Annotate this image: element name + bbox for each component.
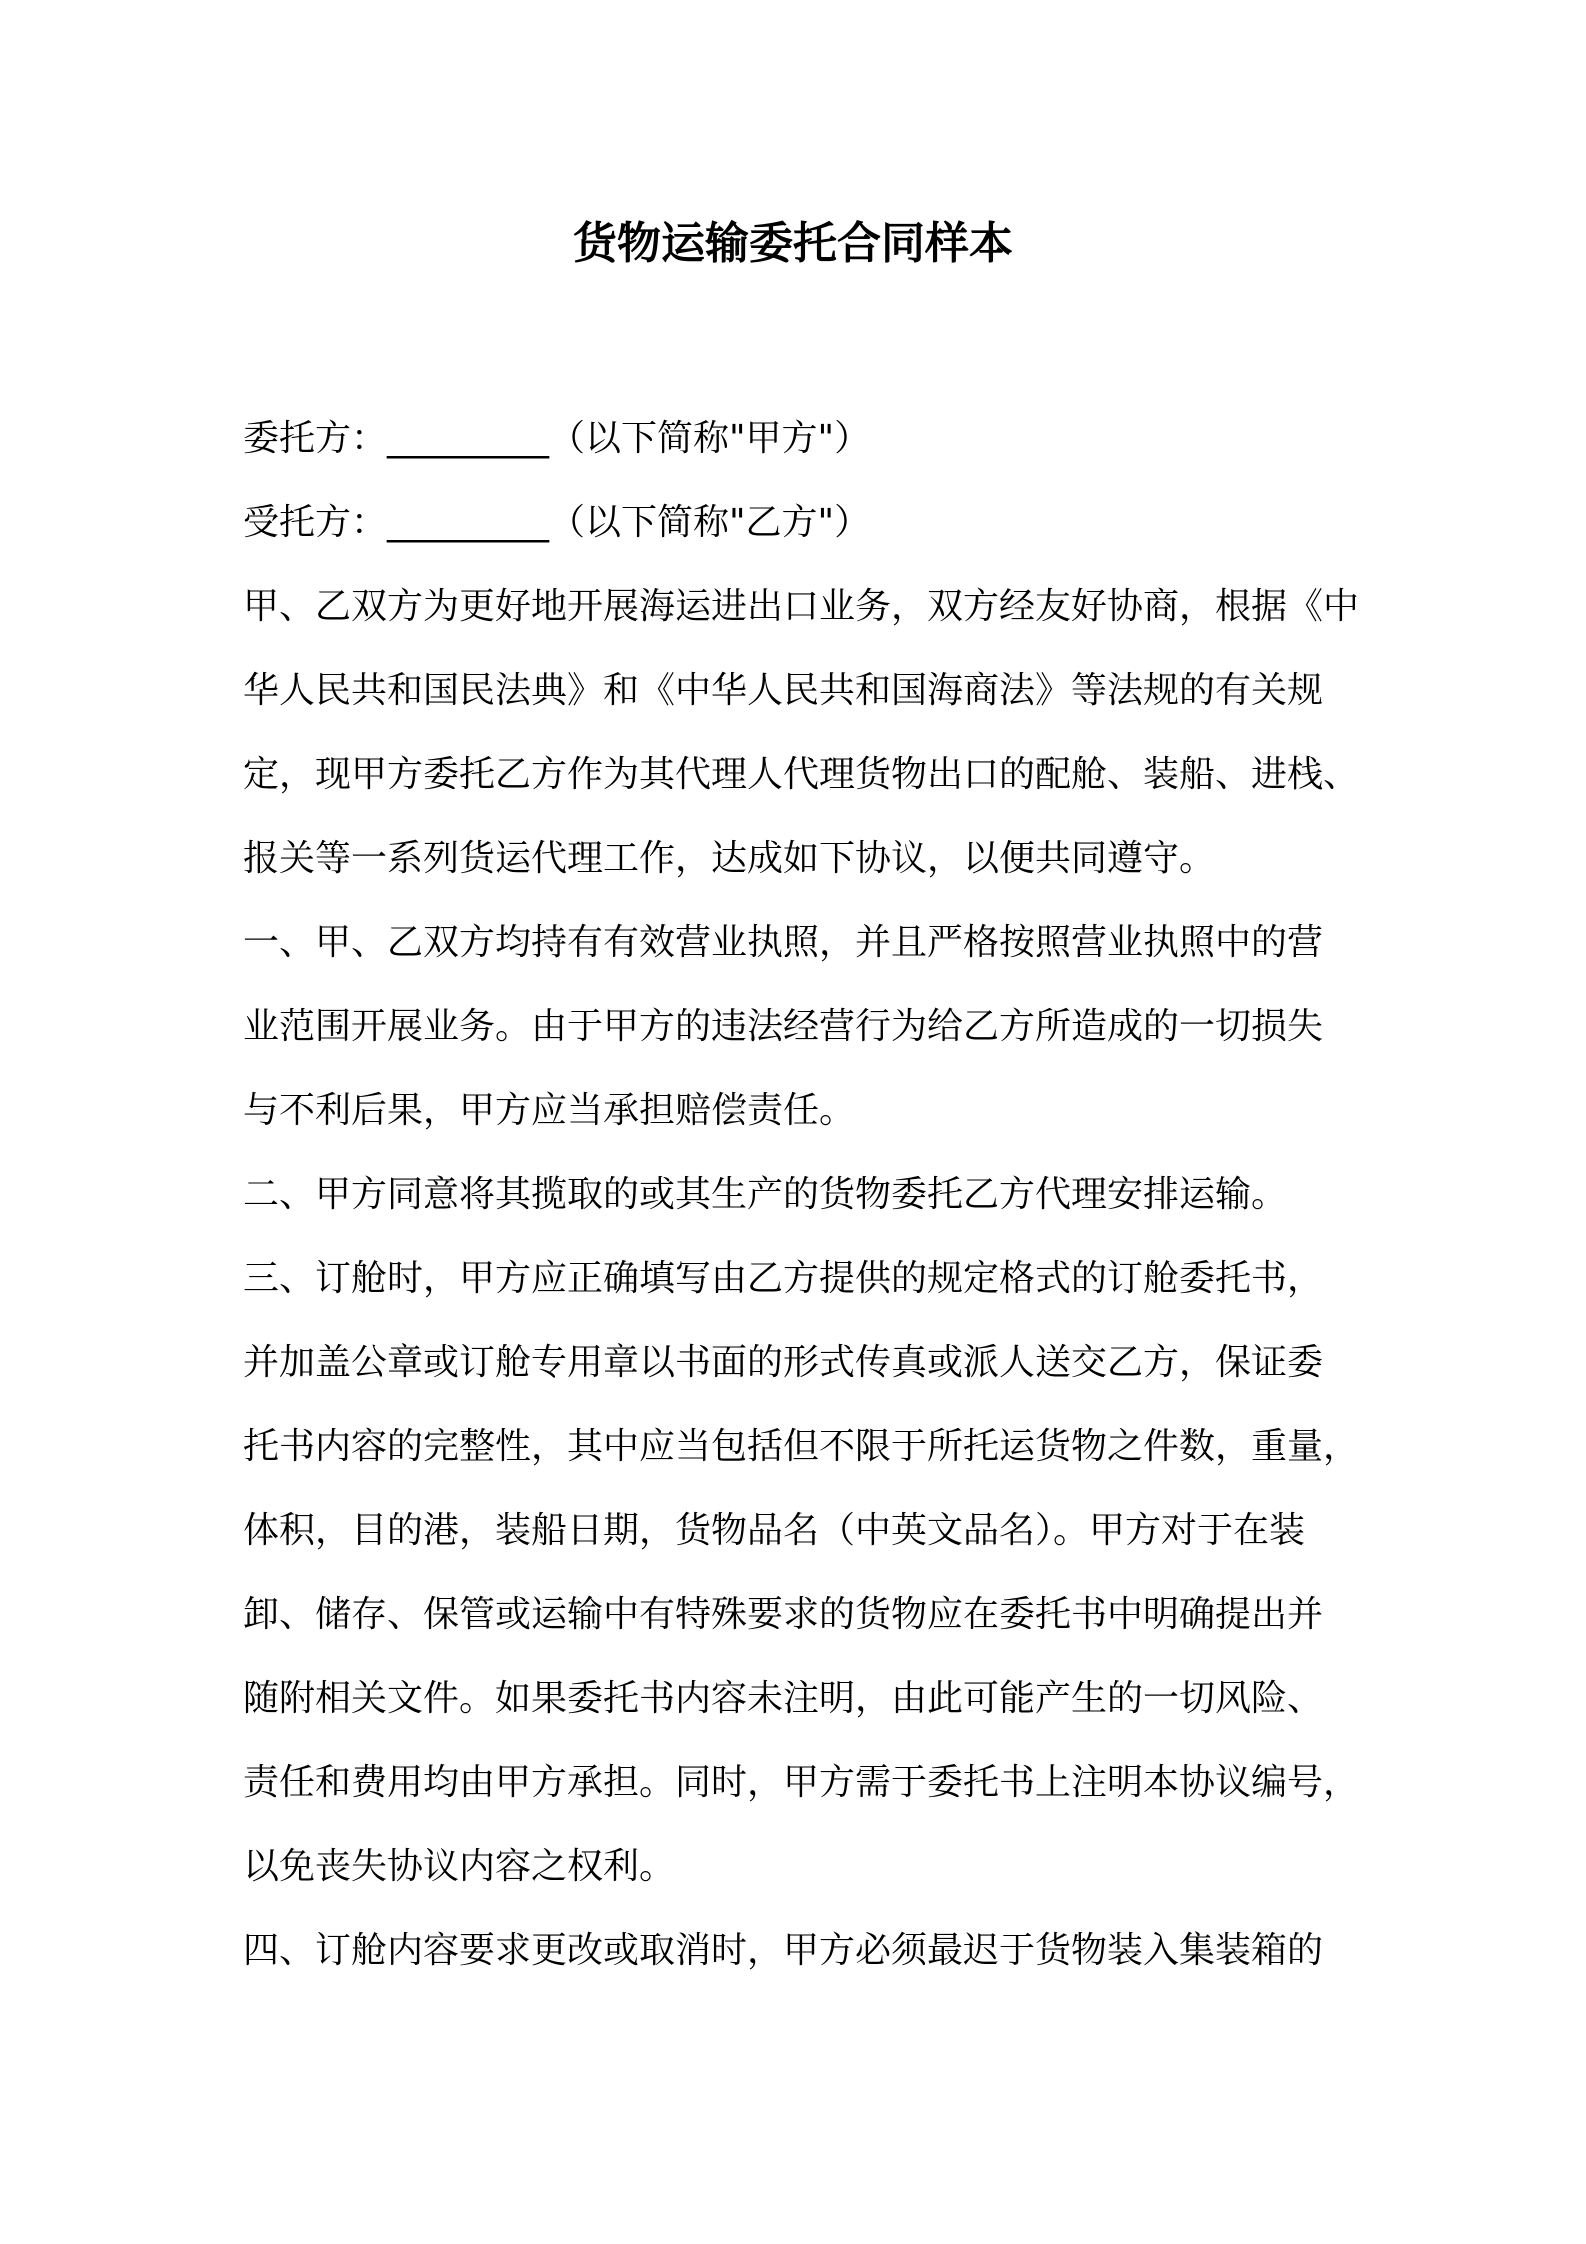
clause-3-line-6: 随附相关文件。如果委托书内容未注明，由此可能产生的一切风险、 [243, 1678, 1324, 1719]
clause-3-line-1: 三、订舱时，甲方应正确填写由乙方提供的规定格式的订舱委托书， [243, 1258, 1324, 1299]
clause-3-line-7: 责任和费用均由甲方承担。同时，甲方需于委托书上注明本协议编号， [243, 1762, 1360, 1803]
clause-4-line-1: 四、订舱内容要求更改或取消时，甲方必须最迟于货物装入集装箱的 [243, 1930, 1324, 1971]
document-title: 货物运输委托合同样本 [573, 218, 1013, 269]
preamble-line-2: 华人民共和国民法典》和《中华人民共和国海商法》等法规的有关规 [243, 670, 1324, 711]
agent-line: 受托方：_________（以下简称"乙方"） [243, 502, 871, 543]
clause-1-line-3: 与不利后果，甲方应当承担赔偿责任。 [243, 1090, 856, 1131]
clause-1-line-2: 业范围开展业务。由于甲方的违法经营行为给乙方所造成的一切损失 [243, 1006, 1324, 1047]
clause-2-line-1: 二、甲方同意将其揽取的或其生产的货物委托乙方代理安排运输。 [243, 1174, 1288, 1215]
clause-3-line-4: 体积，目的港，装船日期，货物品名（中英文品名）。甲方对于在装 [243, 1510, 1306, 1551]
preamble-line-1: 甲、乙双方为更好地开展海运进出口业务，双方经友好协商，根据《中 [243, 586, 1360, 627]
preamble-line-3: 定，现甲方委托乙方作为其代理人代理货物出口的配舱、装船、进栈、 [243, 754, 1360, 795]
clause-3-line-8: 以免丧失协议内容之权利。 [243, 1846, 676, 1887]
clause-3-line-2: 并加盖公章或订舱专用章以书面的形式传真或派人送交乙方，保证委 [243, 1342, 1324, 1383]
clause-1-line-1: 一、甲、乙双方均持有有效营业执照，并且严格按照营业执照中的营 [243, 922, 1324, 963]
preamble-line-4: 报关等一系列货运代理工作，达成如下协议，以便共同遵守。 [243, 838, 1216, 879]
clause-3-line-3: 托书内容的完整性，其中应当包括但不限于所托运货物之件数，重量， [243, 1426, 1360, 1467]
principal-line: 委托方：_________（以下简称"甲方"） [243, 418, 871, 459]
clause-3-line-5: 卸、储存、保管或运输中有特殊要求的货物应在委托书中明确提出并 [243, 1594, 1324, 1635]
